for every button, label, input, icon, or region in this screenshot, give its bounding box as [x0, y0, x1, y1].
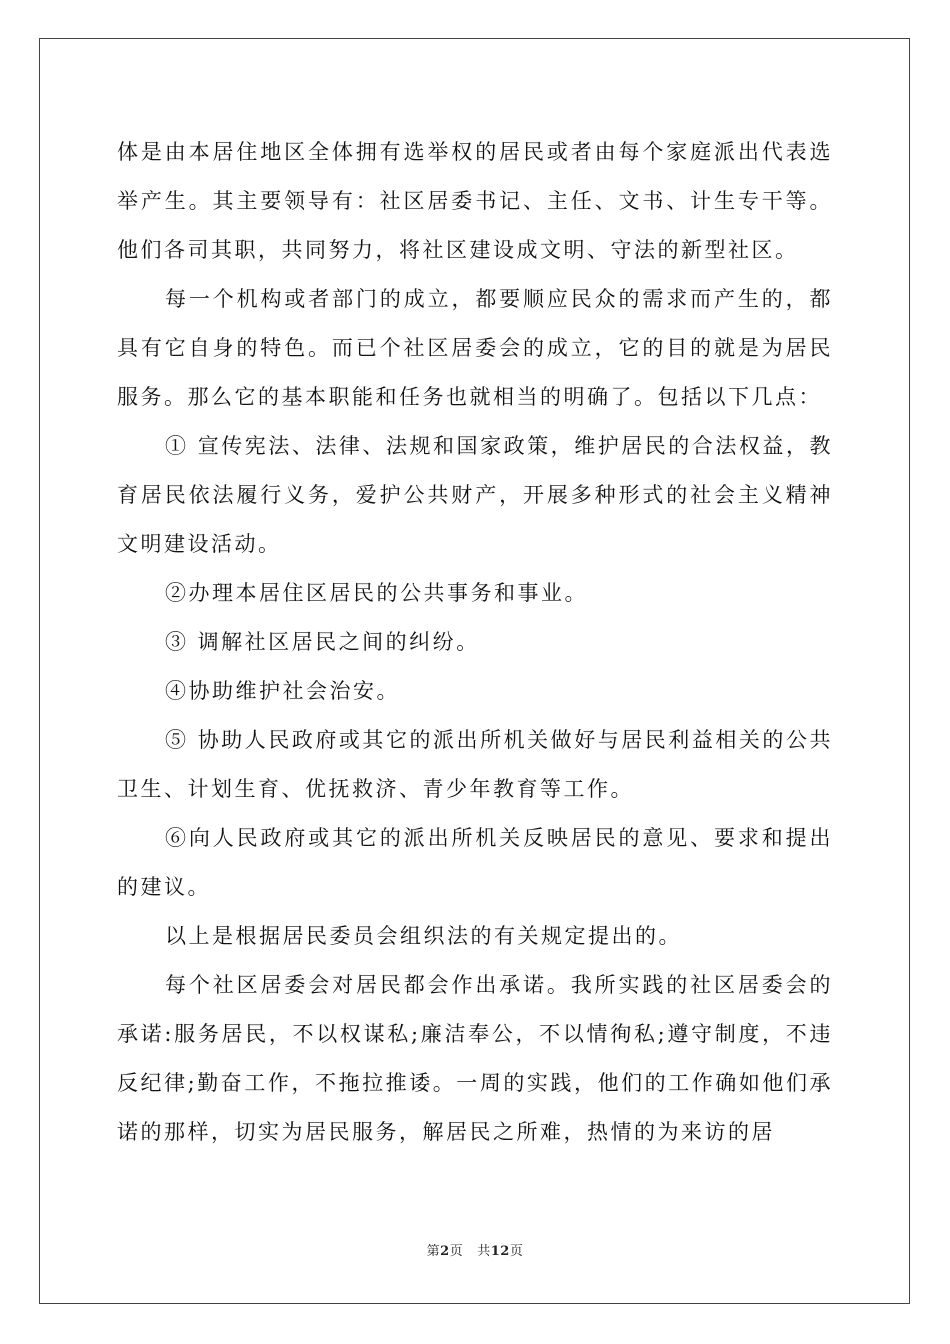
- document-body: [117, 128, 833, 1157]
- list-item-4: ④协助维护社会治安。: [165, 679, 400, 703]
- paragraph-commitment: 每个社区居委会对居民都会作出承诺。我所实践的社区居委会的承诺:服务居民，不以权谋私;廉洁奉公，不以情徇私;遵守制度，不违反纪律;勤奋工作，不拖拉推诿。一周的实践，他们的工作确如他们承诺的那样，切实为居民服务，解居民之所难，热情的为来访的居: [117, 973, 833, 1144]
- current-page-number: 2: [440, 1244, 450, 1259]
- paragraph-2: 每一个机构或者部门的成立，都要顺应民众的需求而产生的，都具有它自身的特色。而已个社区居委会的成立，它的目的就是为居民服务。那么它的基本职能和任务也就相当的明确了。包括以下几点：: [117, 287, 833, 409]
- page-prefix: 第: [426, 1244, 441, 1259]
- total-suffix: 页: [509, 1244, 524, 1259]
- total-prefix: 共: [477, 1244, 491, 1259]
- list-item-2: ②办理本居住区居民的公共事务和事业。: [165, 581, 588, 605]
- list-item-1: ① 宣传宪法、法律、法规和国家政策，维护居民的合法权益，教育居民依法履行义务，爱护公共财产，开展多种形式的社会主义精神文明建设活动。: [117, 434, 833, 556]
- paragraph-1: 体是由本居住地区全体拥有选举权的居民或者由每个家庭派出代表选举产生。其主要领导有：社区居委书记、主任、文书、计生专干等。他们各司其职，共同努力，将社区建设成文明、守法的新型社区。: [117, 140, 833, 262]
- list-item-3: ③ 调解社区居民之间的纠纷。: [165, 630, 480, 654]
- paragraph-summary: 以上是根据居民委员会组织法的有关规定提出的。: [165, 924, 682, 948]
- page-suffix: 页: [449, 1244, 464, 1259]
- total-pages-number: 12: [490, 1244, 510, 1259]
- list-item-5: ⑤ 协助人民政府或其它的派出所机关做好与居民利益相关的公共卫生、计划生育、优抚救济、青少年教育等工作。: [117, 728, 833, 801]
- page-footer: [0, 1240, 950, 1259]
- list-item-6: ⑥向人民政府或其它的派出所机关反映居民的意见、要求和提出的建议。: [117, 826, 833, 899]
